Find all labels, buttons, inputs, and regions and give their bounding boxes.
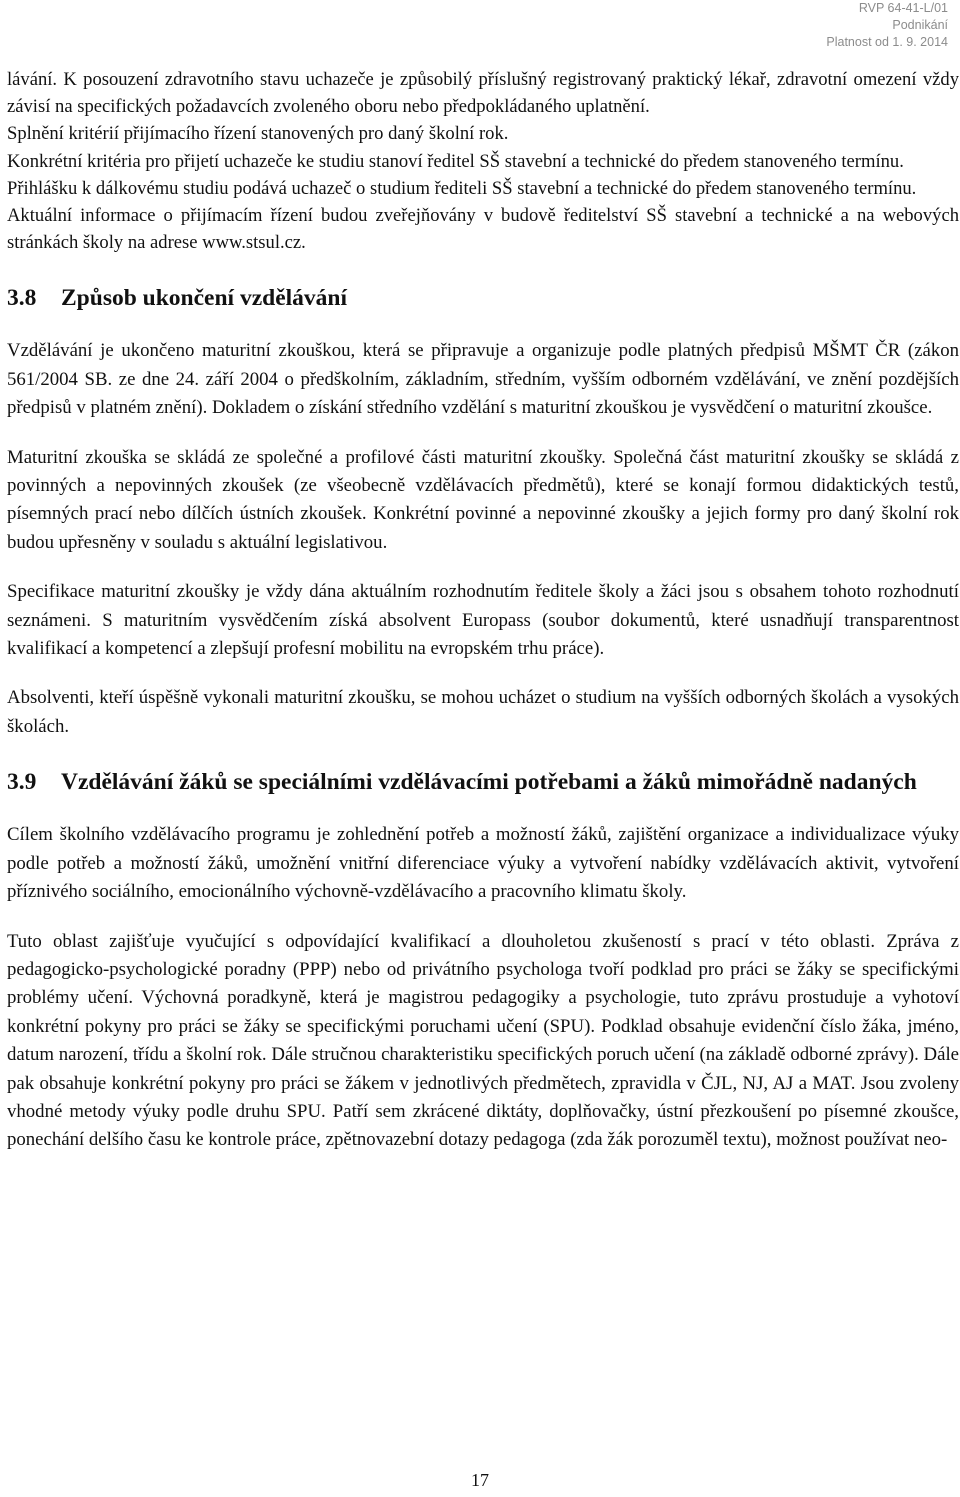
- section-title: Způsob ukončení vzdělávání: [61, 285, 348, 312]
- page-header: [826, 0, 948, 51]
- intro-paragraph-2: Splnění kritérií přijímacího řízení stanovených pro daný školní rok.: [7, 123, 509, 145]
- section-3-9-body: [7, 821, 959, 1154]
- section-3-8-paragraph-2: Maturitní zkouška se skládá ze společné a profilové části maturitní zkoušky. Společná část maturitní zkoušky se skládá z povinných a nepovinných zkoušek (ze všeobecně vzdělávacích předmětů), které se konají formou didaktických testů, písemných prací nebo dílčích ústních zkoušek. Konkrétní povinné a nepovinné zkoušky a jejich formy pro daný školní rok budou upřesněny v souladu s aktuální legislativou.: [7, 446, 959, 553]
- section-3-8-body: [7, 337, 959, 741]
- section-3-9-paragraph-1: Cílem školního vzdělávacího programu je zohlednění potřeb a možností žáků, zajištění organizace a individualizace výuky podle potřeb a možností žáků, umožnění vnitřní diferenciace výuky a vytvoření nabídky vzdělávacích aktivit, vytvoření příznivého sociálního, emocionálního výchovně-vzdělávacího a pracovního klimatu školy.: [7, 824, 959, 903]
- intro-paragraph-3: Konkrétní kritéria pro přijetí uchazeče ke studiu stanoví ředitel SŠ stavební a technické do předem stanoveného termínu.: [7, 150, 904, 172]
- header-code: RVP 64-41-L/01: [858, 1, 948, 15]
- section-3-8-paragraph-1: Vzdělávání je ukončeno maturitní zkouškou, která se připravuje a organizuje podle platných předpisů MŠMT ČR (zákon 561/2004 SB. ze dne 24. září 2004 o předškolním, základním, středním, vyšším odborném vzdělávání, ve znění pozdějších předpisů v platném znění). Dokladem o získání středního vzdělání s maturitní zkouškou je vysvědčení o maturitní zkoušce.: [7, 340, 959, 419]
- section-3-8-heading: [7, 283, 959, 314]
- header-validity: Platnost od 1. 9. 2014: [826, 35, 948, 49]
- page-content: [7, 66, 959, 1155]
- intro-block: [7, 66, 959, 256]
- section-3-8-paragraph-3: Specifikace maturitní zkoušky je vždy dána aktuálním rozhodnutím ředitele školy a žáci jsou s obsahem tohoto rozhodnutí seznámeni. S maturitním vysvědčením získá absolvent Europass (soubor dokumentů, které usnadňují transparentnost kvalifikací a kompetencí a zlepšují profesní mobilitu na evropském trhu práce).: [7, 581, 959, 660]
- section-3-8-paragraph-4: Absolventi, kteří úspěšně vykonali maturitní zkoušku, se mohou ucházet o studium na vyšších odborných školách a vysokých školách.: [7, 687, 959, 737]
- section-title: Vzdělávání žáků se speciálními vzdělávacími potřebami a žáků mimořádně nadaných: [61, 769, 917, 796]
- header-field: Podnikání: [892, 18, 948, 32]
- intro-paragraph-5: Aktuální informace o přijímacím řízení budou zveřejňovány v budově ředitelství SŠ stavební a technické a na webových stránkách školy na adrese www.stsul.cz.: [7, 205, 959, 254]
- page-number: 17: [471, 1470, 489, 1490]
- section-number: 3.8: [7, 285, 37, 312]
- intro-paragraph-4: Přihlášku k dálkovému studiu podává uchazeč o studium řediteli SŠ stavební a technické do předem stanoveného termínu.: [7, 177, 917, 199]
- section-3-9-heading: [7, 767, 959, 798]
- section-3-9-paragraph-2: Tuto oblast zajišťuje vyučující s odpovídající kvalifikací a dlouholetou zkušeností s prací v této oblasti. Zpráva z pedagogicko-psychologické poradny (PPP) nebo od privátního psychologa tvoří podklad pro práci se žáky se specifickými problémy učení. Výchovná poradkyně, která je magistrou pedagogiky a psychologie, tuto zprávu prostuduje a vyhotoví konkrétní pokyny pro práci se žáky se specifickými poruchami učení (SPU). Podklad obsahuje evidenční číslo žáka, jméno, datum narození, třídu a školní rok. Dále stručnou charakteristiku specifických poruch učení (na základě odborné zprávy). Dále pak obsahuje konkrétní pokyny pro práci se žákem v jednotlivých předmětech, zpravidla v ČJL, NJ, AJ a MAT. Jsou zvoleny vhodné metody výuky podle druhu SPU. Patří sem zkrácené diktáty, doplňovačky, ústní přezkoušení po písemné zkoušce, ponechání delšího času ke kontrole práce, zpětnovazební dotazy pedagoga (zda žák porozuměl textu), možnost používat neo-: [7, 930, 959, 1151]
- section-number: 3.9: [7, 769, 37, 796]
- intro-paragraph-1: lávání. K posouzení zdravotního stavu uchazeče je způsobilý příslušný registrovaný praktický lékař, zdravotní omezení vždy závisí na specifických požadavcích zvoleného oboru nebo předpokládaného uplatnění.: [7, 69, 959, 118]
